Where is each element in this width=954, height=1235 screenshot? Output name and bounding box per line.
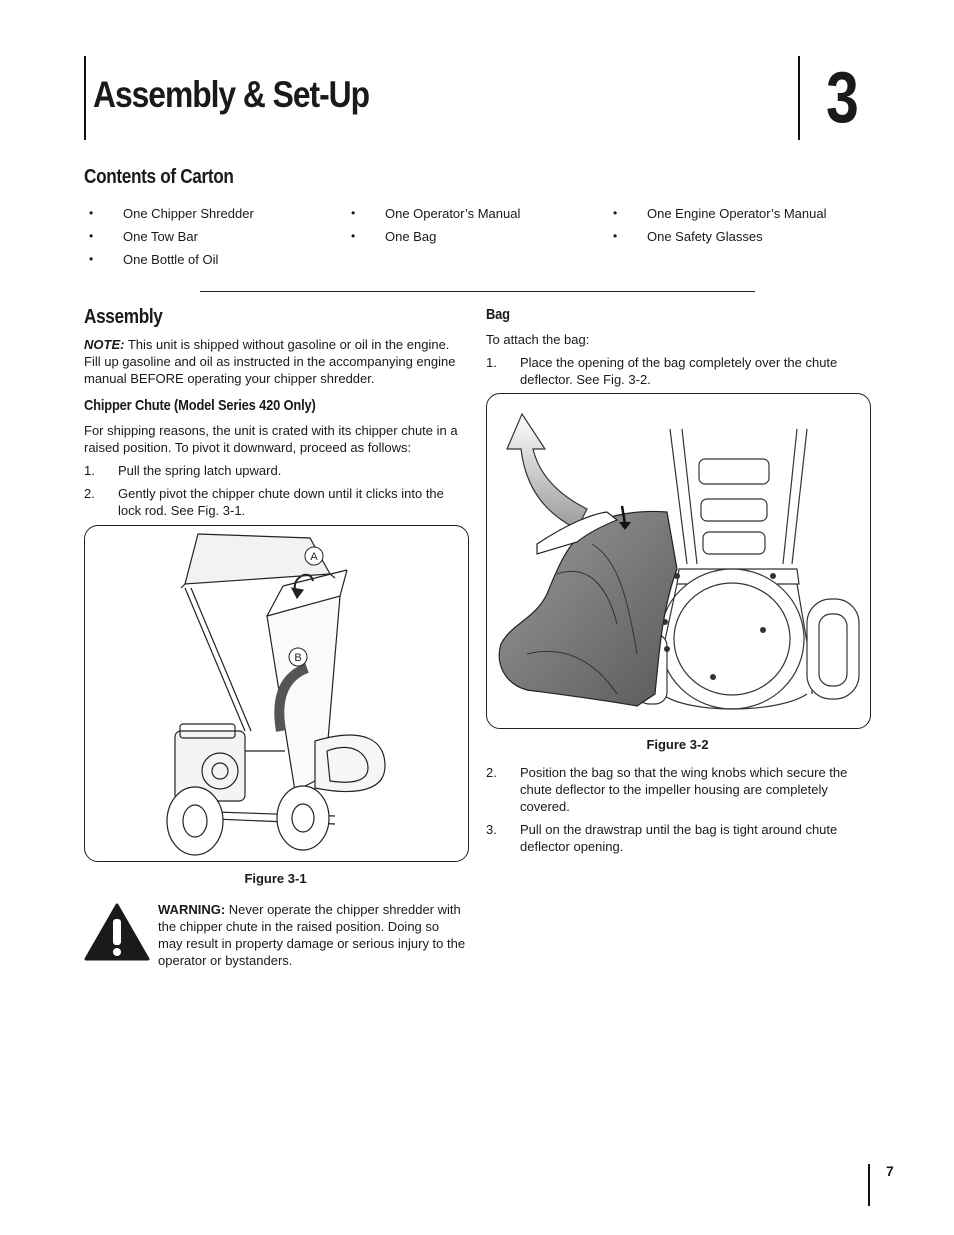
list-item: • One Bag [351, 229, 437, 244]
bag-steps-after [486, 764, 864, 855]
callout-a [305, 547, 323, 565]
contents-heading: Contents of Carton [84, 166, 234, 188]
callout-b [289, 648, 307, 666]
chute-heading: Chipper Chute (Model Series 420 Only) [84, 397, 316, 414]
list-item: 2. Gently pivot the chipper chute down until it clicks into the lock rod. See Fig. 3-1. [84, 486, 444, 518]
carton-list-col-3 [613, 205, 863, 251]
list-item: 1. Place the opening of the bag completely over the chute deflector. See Fig. 3-2. [486, 355, 838, 387]
list-item: • One Tow Bar [89, 229, 198, 244]
bag-attachment-illustration [487, 394, 870, 728]
list-item: • One Engine Operator’s Manual [613, 206, 827, 221]
page-number: 7 [886, 1163, 894, 1179]
list-item: • One Chipper Shredder [89, 206, 254, 221]
page-number-rule [868, 1164, 870, 1206]
figure-3-1 [84, 525, 469, 862]
note-text: This unit is shipped without gasoline or oil in the engine. Fill up gasoline and oil as instructed in the accompanying engine manual BEFORE operating your chipper shredder. [84, 337, 456, 386]
warning-triangle-icon [84, 903, 150, 961]
warning-text: WARNING: Never operate the chipper shredder with the chipper chute in the raised position. Doing so may result in property damage or serious injury to the operator or bystanders. [158, 902, 466, 968]
assembly-heading: Assembly [84, 306, 163, 328]
warning-label: WARNING: [158, 902, 226, 917]
chapter-number: 3 [826, 58, 859, 138]
note-label: NOTE: [84, 337, 125, 352]
bag-intro: To attach the bag: [486, 332, 590, 347]
list-item: 2. Position the bag so that the wing knobs which secure the chute deflector to the impeller housing are completely covered. [486, 765, 848, 814]
section-divider [200, 291, 755, 292]
list-item: • One Bottle of Oil [89, 252, 219, 267]
header-rule-right [798, 56, 800, 140]
chute-intro: For shipping reasons, the unit is crated with its chipper chute in a raised position. To pivot it downward, proceed as follows: [84, 423, 458, 455]
carton-list-col-2 [351, 205, 601, 251]
chapter-title: Assembly & Set-Up [93, 74, 369, 115]
list-item: 3. Pull on the drawstrap until the bag is tight around chute deflector opening. [486, 822, 838, 854]
list-item: • One Safety Glasses [613, 229, 763, 244]
bag-steps-before [486, 354, 864, 388]
figure-3-2 [486, 393, 871, 729]
list-item: • One Operator’s Manual [351, 206, 521, 221]
figure-3-1-caption: Figure 3-1 [244, 871, 307, 886]
carton-list-col-1 [89, 205, 339, 274]
figure-3-2-caption: Figure 3-2 [646, 737, 709, 752]
header-rule-left [84, 56, 86, 140]
svg-text:A: A [310, 551, 318, 563]
chute-steps [84, 462, 469, 519]
chipper-chute-illustration [85, 526, 468, 861]
svg-text:B: B [294, 652, 302, 664]
bag-heading: Bag [486, 306, 510, 323]
note-paragraph [84, 336, 469, 387]
list-item: 1. Pull the spring latch upward. [84, 463, 282, 478]
